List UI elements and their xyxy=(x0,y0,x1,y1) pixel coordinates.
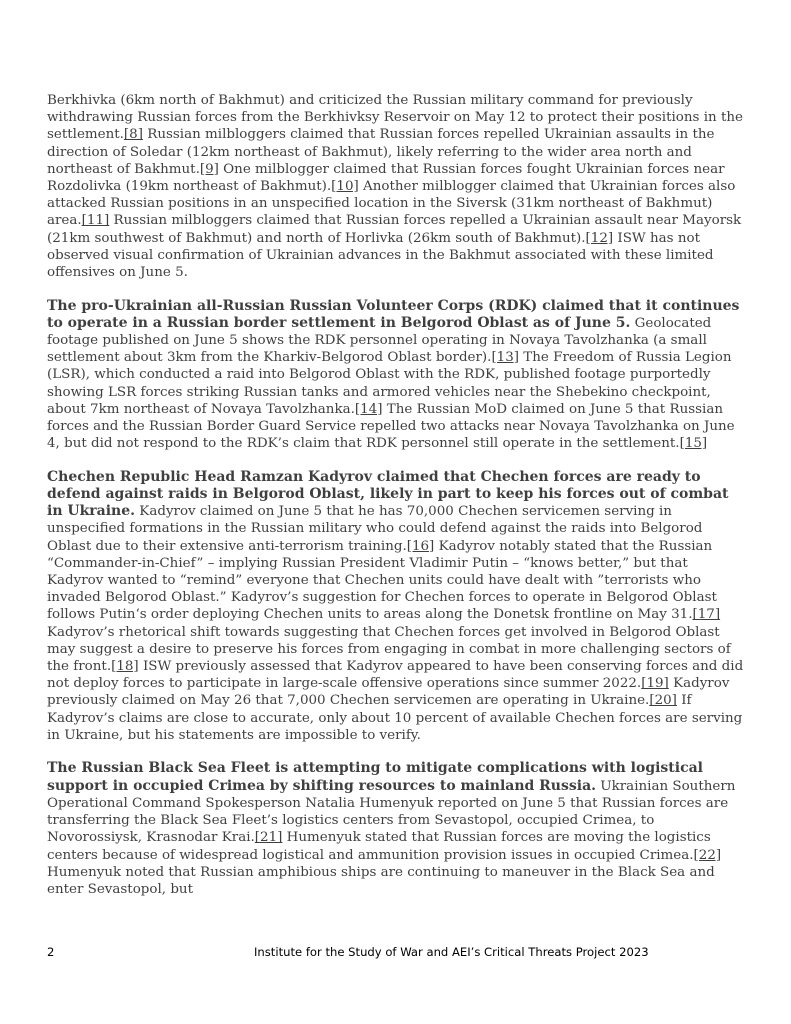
citation-link[interactable]: [13] xyxy=(491,350,520,366)
paragraph-text: ISW previously assessed that Kadyrov appeared to have been conserving forces and did not deploy forces to participate in large-scale offensive operations since summer 2022. xyxy=(47,659,744,692)
footer-text: Institute for the Study of War and AEI’s Critical Threats Project 2023 xyxy=(254,945,649,959)
paragraph-text: Kadyrov notably stated that the Russian “Commander-in-Chief” – implying Russian President Vladimir Putin – “knows better,” but that Kadyrov wanted to “remind” everyone that Chechen units could have dealt with ”terrorists who invaded Belgorod Oblast.” Kadyrov’s suggestion for Chechen forces to operate in Belgorod Oblast follows Putin‘s order deploying Chechen units to areas along the Donetsk frontline on May 31. xyxy=(47,538,717,623)
citation-link[interactable]: [19] xyxy=(641,676,669,692)
citation-link[interactable]: [16] xyxy=(406,538,435,554)
paragraph-text: One milblogger claimed that Russian forces fought Ukrainian forces near Rozdolivka (19km northeast of Bakhmut). xyxy=(47,161,725,195)
paragraph-text: Ukrainian Southern Operational Command Spokesperson Natalia Humenyuk reported on June 5 that Russian forces are transferring the Black Sea Fleet’s logistics centers from Sevastopol, occupied Crimea, to Novorossiysk, Krasnodar Krai. xyxy=(47,778,736,846)
paragraph-text: ISW has not observed visual confirmation of Ukrainian advances in the Bakhmut associated with these limited offensives on June 5. xyxy=(47,230,714,281)
paragraph-text: Geolocated footage published on June 5 shows the RDK personnel operating in Novaya Tavolzhanka (a small settlement about 3km from the Kharkiv-Belgorod Oblast border). xyxy=(47,315,712,366)
paragraph-text: Russian milbloggers claimed that Russian forces repelled a Ukrainian assault near Mayorsk (21km southwest of Bakhmut) and north of Horlivka (26km south of Bakhmut). xyxy=(47,213,742,246)
citation-link[interactable]: [18] xyxy=(111,659,139,675)
citation-link[interactable]: [21] xyxy=(254,830,283,846)
citation-link[interactable]: [8] xyxy=(123,127,143,143)
paragraph-text: Humenyuk stated that Russian forces are moving the logistics centers because of widespread logistical and ammunition provision issues in occupied Crimea. xyxy=(47,830,711,863)
paragraph-text: The Freedom of Russia Legion (LSR), which conducted a raid into Belgorod Oblast with the RDK, published footage purportedly showing LSR forces striking Russian tanks and armored vehicles near the Shebekino checkpoint, about 7km northeast of Novaya Tavolzhanka. xyxy=(47,350,732,417)
paragraph-text: Berkhivka (6km north of Bakhmut) and criticized the Russian military command for previously withdrawing Russian forces from the Berkhivksy Reservoir on May 12 to protect their positions in the settlement. xyxy=(47,93,743,143)
citation-link[interactable]: [22] xyxy=(693,847,722,863)
paragraph-text: Kadyrov claimed on June 5 that he has 70,000 Chechen servicemen serving in unspecified formations in the Russian military who could defend against the raids into Belgorod Oblast due to their extensive anti-terrorism training. xyxy=(47,504,703,554)
paragraph-text: Kadyrov’s rhetorical shift towards suggesting that Chechen forces get involved in Belgorod Oblast may suggest a desire to preserve his forces from engaging in combat in more challenging sectors of the front. xyxy=(47,624,731,675)
paragraph-heading: Chechen Republic Head Ramzan Kadyrov claimed that Chechen forces are ready to defend against raids in Belgorod Oblast, likely in part to keep his forces out of combat in Ukraine. xyxy=(47,468,729,520)
page-number: 2 xyxy=(47,945,55,959)
citation-link[interactable]: [17] xyxy=(692,607,721,623)
citation-link[interactable]: [20] xyxy=(649,693,677,709)
paragraph xyxy=(47,760,747,898)
paragraph xyxy=(47,92,747,281)
citation-link[interactable]: [9] xyxy=(199,161,219,177)
paragraph-text: Russian milbloggers claimed that Russian forces repelled Ukrainian assaults in the direction of Soledar (12km northeast of Bakhmut), likely referring to the wider area north and northeast of Bakhmut. xyxy=(47,127,715,177)
citation-link[interactable]: [11] xyxy=(81,213,110,229)
paragraph xyxy=(47,298,747,453)
paragraph-text: The Russian MoD claimed on June 5 that Russian forces and the Russian Border Guard Service repelled two attacks near Novaya Tavolzhanka on June 4, but did not respond to the RDK’s claim that RDK personnel still operate in the settlement. xyxy=(47,401,735,452)
paragraph-heading: The pro-Ukrainian all-Russian Russian Volunteer Corps (RDK) claimed that it continues to operate in a Russian border settlement in Belgorod Oblast as of June 5. xyxy=(47,297,740,331)
paragraph xyxy=(47,469,747,744)
citation-link[interactable]: [12] xyxy=(585,230,614,246)
paragraph-text: Another milblogger claimed that Ukrainian forces also attacked Russian positions in an unspecified location in the Siversk (31km northeast of Bakhmut) area. xyxy=(47,179,736,229)
citation-link[interactable]: [10] xyxy=(331,179,359,195)
document-body xyxy=(47,92,747,915)
paragraph-text: If Kadyrov’s claims are close to accurate, only about 10 percent of available Chechen forces are serving in Ukraine, but his statements are impossible to verify. xyxy=(47,693,743,743)
paragraph-text: Kadyrov previously claimed on May 26 that 7,000 Chechen servicemen are operating in Ukraine. xyxy=(47,676,730,709)
citation-link[interactable]: [14] xyxy=(354,401,383,417)
paragraph-text: Humenyuk noted that Russian amphibious ships are continuing to maneuver in the Black Sea and enter Sevastopol, but xyxy=(47,864,715,897)
paragraph-heading: The Russian Black Sea Fleet is attempting to mitigate complications with logistical support in occupied Crimea by shifting resources to mainland Russia. xyxy=(47,760,704,794)
citation-link[interactable]: [15] xyxy=(679,436,708,452)
